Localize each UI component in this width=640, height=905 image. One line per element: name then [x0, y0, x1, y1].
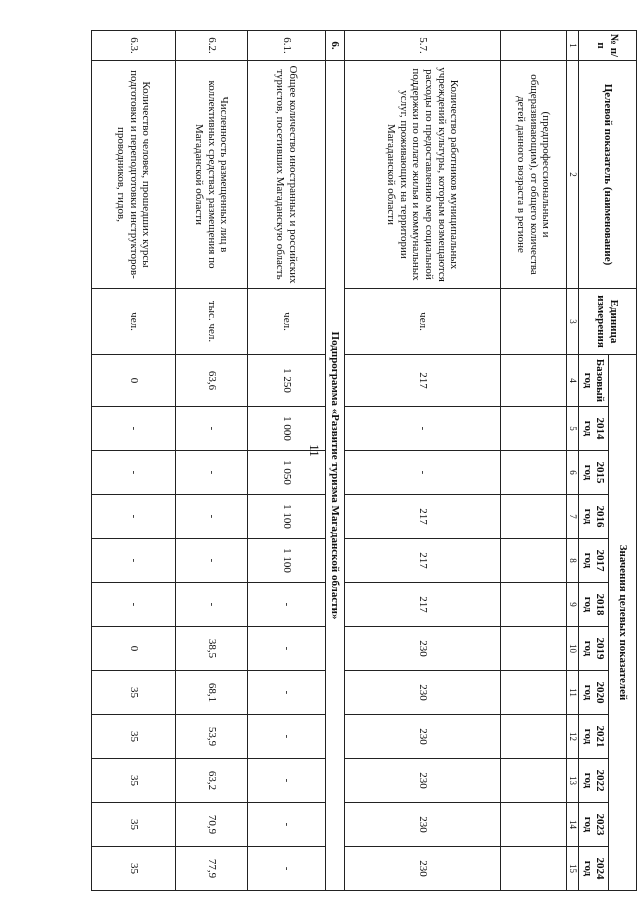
row-value: [501, 355, 567, 407]
col-number: 13: [567, 759, 579, 803]
row-value: 35: [92, 715, 176, 759]
col-number: 6: [567, 451, 579, 495]
indicator-table-rotated: [75, 30, 637, 880]
row-value: -: [92, 583, 176, 627]
row-value: [501, 715, 567, 759]
row-value: 217: [345, 355, 501, 407]
row-value: -: [92, 451, 176, 495]
row-value: 1 250: [248, 355, 326, 407]
row-value: -: [248, 847, 326, 891]
row-indicator: (предпрофессиональным и общеразвивающим), от общего количества детей данного возраста в регионе: [501, 61, 567, 289]
header-year: 2018 год: [579, 583, 609, 627]
header-year: 2022 год: [579, 759, 609, 803]
header-year: 2019 год: [579, 627, 609, 671]
col-number: 7: [567, 495, 579, 539]
row-value: 0: [92, 355, 176, 407]
header-year: 2015 год: [579, 451, 609, 495]
col-number: 10: [567, 627, 579, 671]
row-no: 5.7.: [345, 31, 501, 61]
row-no: 6.1.: [248, 31, 326, 61]
row-value: [501, 627, 567, 671]
table-row: [501, 31, 567, 891]
row-value: -: [176, 583, 248, 627]
table-row: [248, 31, 326, 891]
row-value: -: [176, 539, 248, 583]
row-value: -: [92, 407, 176, 451]
row-value: [501, 759, 567, 803]
row-value: -: [248, 715, 326, 759]
row-value: 1 100: [248, 539, 326, 583]
row-value: 217: [345, 583, 501, 627]
row-value: 1 100: [248, 495, 326, 539]
row-value: 230: [345, 715, 501, 759]
header-year: 2021 год: [579, 715, 609, 759]
row-value: 230: [345, 759, 501, 803]
table-row: [92, 31, 176, 891]
col-number: 8: [567, 539, 579, 583]
col-number: 11: [567, 671, 579, 715]
row-no: 6.: [326, 31, 345, 61]
row-value: [501, 803, 567, 847]
row-value: 35: [92, 847, 176, 891]
row-value: 38,5: [176, 627, 248, 671]
row-no: 6.2.: [176, 31, 248, 61]
row-value: 230: [345, 847, 501, 891]
row-value: 35: [92, 803, 176, 847]
row-value: 230: [345, 803, 501, 847]
page-number: 11: [306, 444, 322, 457]
row-value: [501, 847, 567, 891]
table-row: [176, 31, 248, 891]
row-value: 1 050: [248, 451, 326, 495]
row-value: 63,2: [176, 759, 248, 803]
row-value: -: [176, 451, 248, 495]
row-value: 217: [345, 495, 501, 539]
row-value: 230: [345, 671, 501, 715]
header-no: № п/п: [579, 31, 637, 61]
row-unit: чел.: [92, 289, 176, 355]
row-value: -: [345, 451, 501, 495]
row-no: [501, 31, 567, 61]
header-year: 2024 год: [579, 847, 609, 891]
row-no: 6.3.: [92, 31, 176, 61]
row-value: [501, 583, 567, 627]
row-indicator: Общее количество иностранных и российских туристов, посетивших Магаданскую область: [248, 61, 326, 289]
header-unit: Единица измерения: [579, 289, 637, 355]
row-value: -: [345, 407, 501, 451]
row-unit: чел.: [345, 289, 501, 355]
row-value: 68,1: [176, 671, 248, 715]
row-value: 217: [345, 539, 501, 583]
row-value: 53,9: [176, 715, 248, 759]
col-number: 14: [567, 803, 579, 847]
row-indicator: Количество человек, прошедших курсы подготовки и переподготовки инструкторов-проводников, гидов,: [92, 61, 176, 289]
row-value: [501, 451, 567, 495]
row-unit: чел.: [248, 289, 326, 355]
row-value: -: [248, 759, 326, 803]
row-value: 70,9: [176, 803, 248, 847]
table-row: [345, 31, 501, 891]
header-year: 2016 год: [579, 495, 609, 539]
header-year: 2017 год: [579, 539, 609, 583]
col-number: 4: [567, 355, 579, 407]
header-year: 2014 год: [579, 407, 609, 451]
row-value: 1 000: [248, 407, 326, 451]
col-number: 9: [567, 583, 579, 627]
row-value: 230: [345, 627, 501, 671]
col-number: 3: [567, 289, 579, 355]
row-value: 63,6: [176, 355, 248, 407]
indicator-table: [91, 30, 637, 891]
subprogram-row: [326, 31, 345, 891]
row-value: -: [248, 671, 326, 715]
header-base-year: Базовый год: [579, 355, 609, 407]
col-number: 12: [567, 715, 579, 759]
column-number-row: [567, 31, 579, 891]
col-number: 2: [567, 61, 579, 289]
row-value: [501, 539, 567, 583]
row-value: 35: [92, 759, 176, 803]
row-value: -: [248, 583, 326, 627]
row-value: [501, 671, 567, 715]
row-value: -: [248, 803, 326, 847]
row-value: 77,9: [176, 847, 248, 891]
row-value: -: [92, 495, 176, 539]
row-value: -: [248, 627, 326, 671]
header-values-title: Значения целевых показателей: [609, 355, 637, 891]
row-unit: [501, 289, 567, 355]
col-number: 15: [567, 847, 579, 891]
row-value: [501, 407, 567, 451]
row-unit: тыс. чел.: [176, 289, 248, 355]
col-number: 1: [567, 31, 579, 61]
row-value: -: [176, 407, 248, 451]
header-year: 2020 год: [579, 671, 609, 715]
row-indicator: Количество работников муниципальных учреждений культуры, которым возмещаются расходы по предоставлению мер социальной поддержки по оплате жилья и коммунальных услуг, проживающих на территории Магаданской области: [345, 61, 501, 289]
row-value: 0: [92, 627, 176, 671]
row-indicator: Численность размещенных лиц в коллективных средствах размещения по Магаданской области: [176, 61, 248, 289]
row-value: -: [176, 495, 248, 539]
header-year: 2023 год: [579, 803, 609, 847]
row-value: [501, 495, 567, 539]
subprogram-title: Подпрограмма «Развитие туризма Магаданской области»: [326, 61, 345, 891]
row-value: -: [92, 539, 176, 583]
row-value: 35: [92, 671, 176, 715]
col-number: 5: [567, 407, 579, 451]
header-indicator: Целевой показатель (наименование): [579, 61, 637, 289]
